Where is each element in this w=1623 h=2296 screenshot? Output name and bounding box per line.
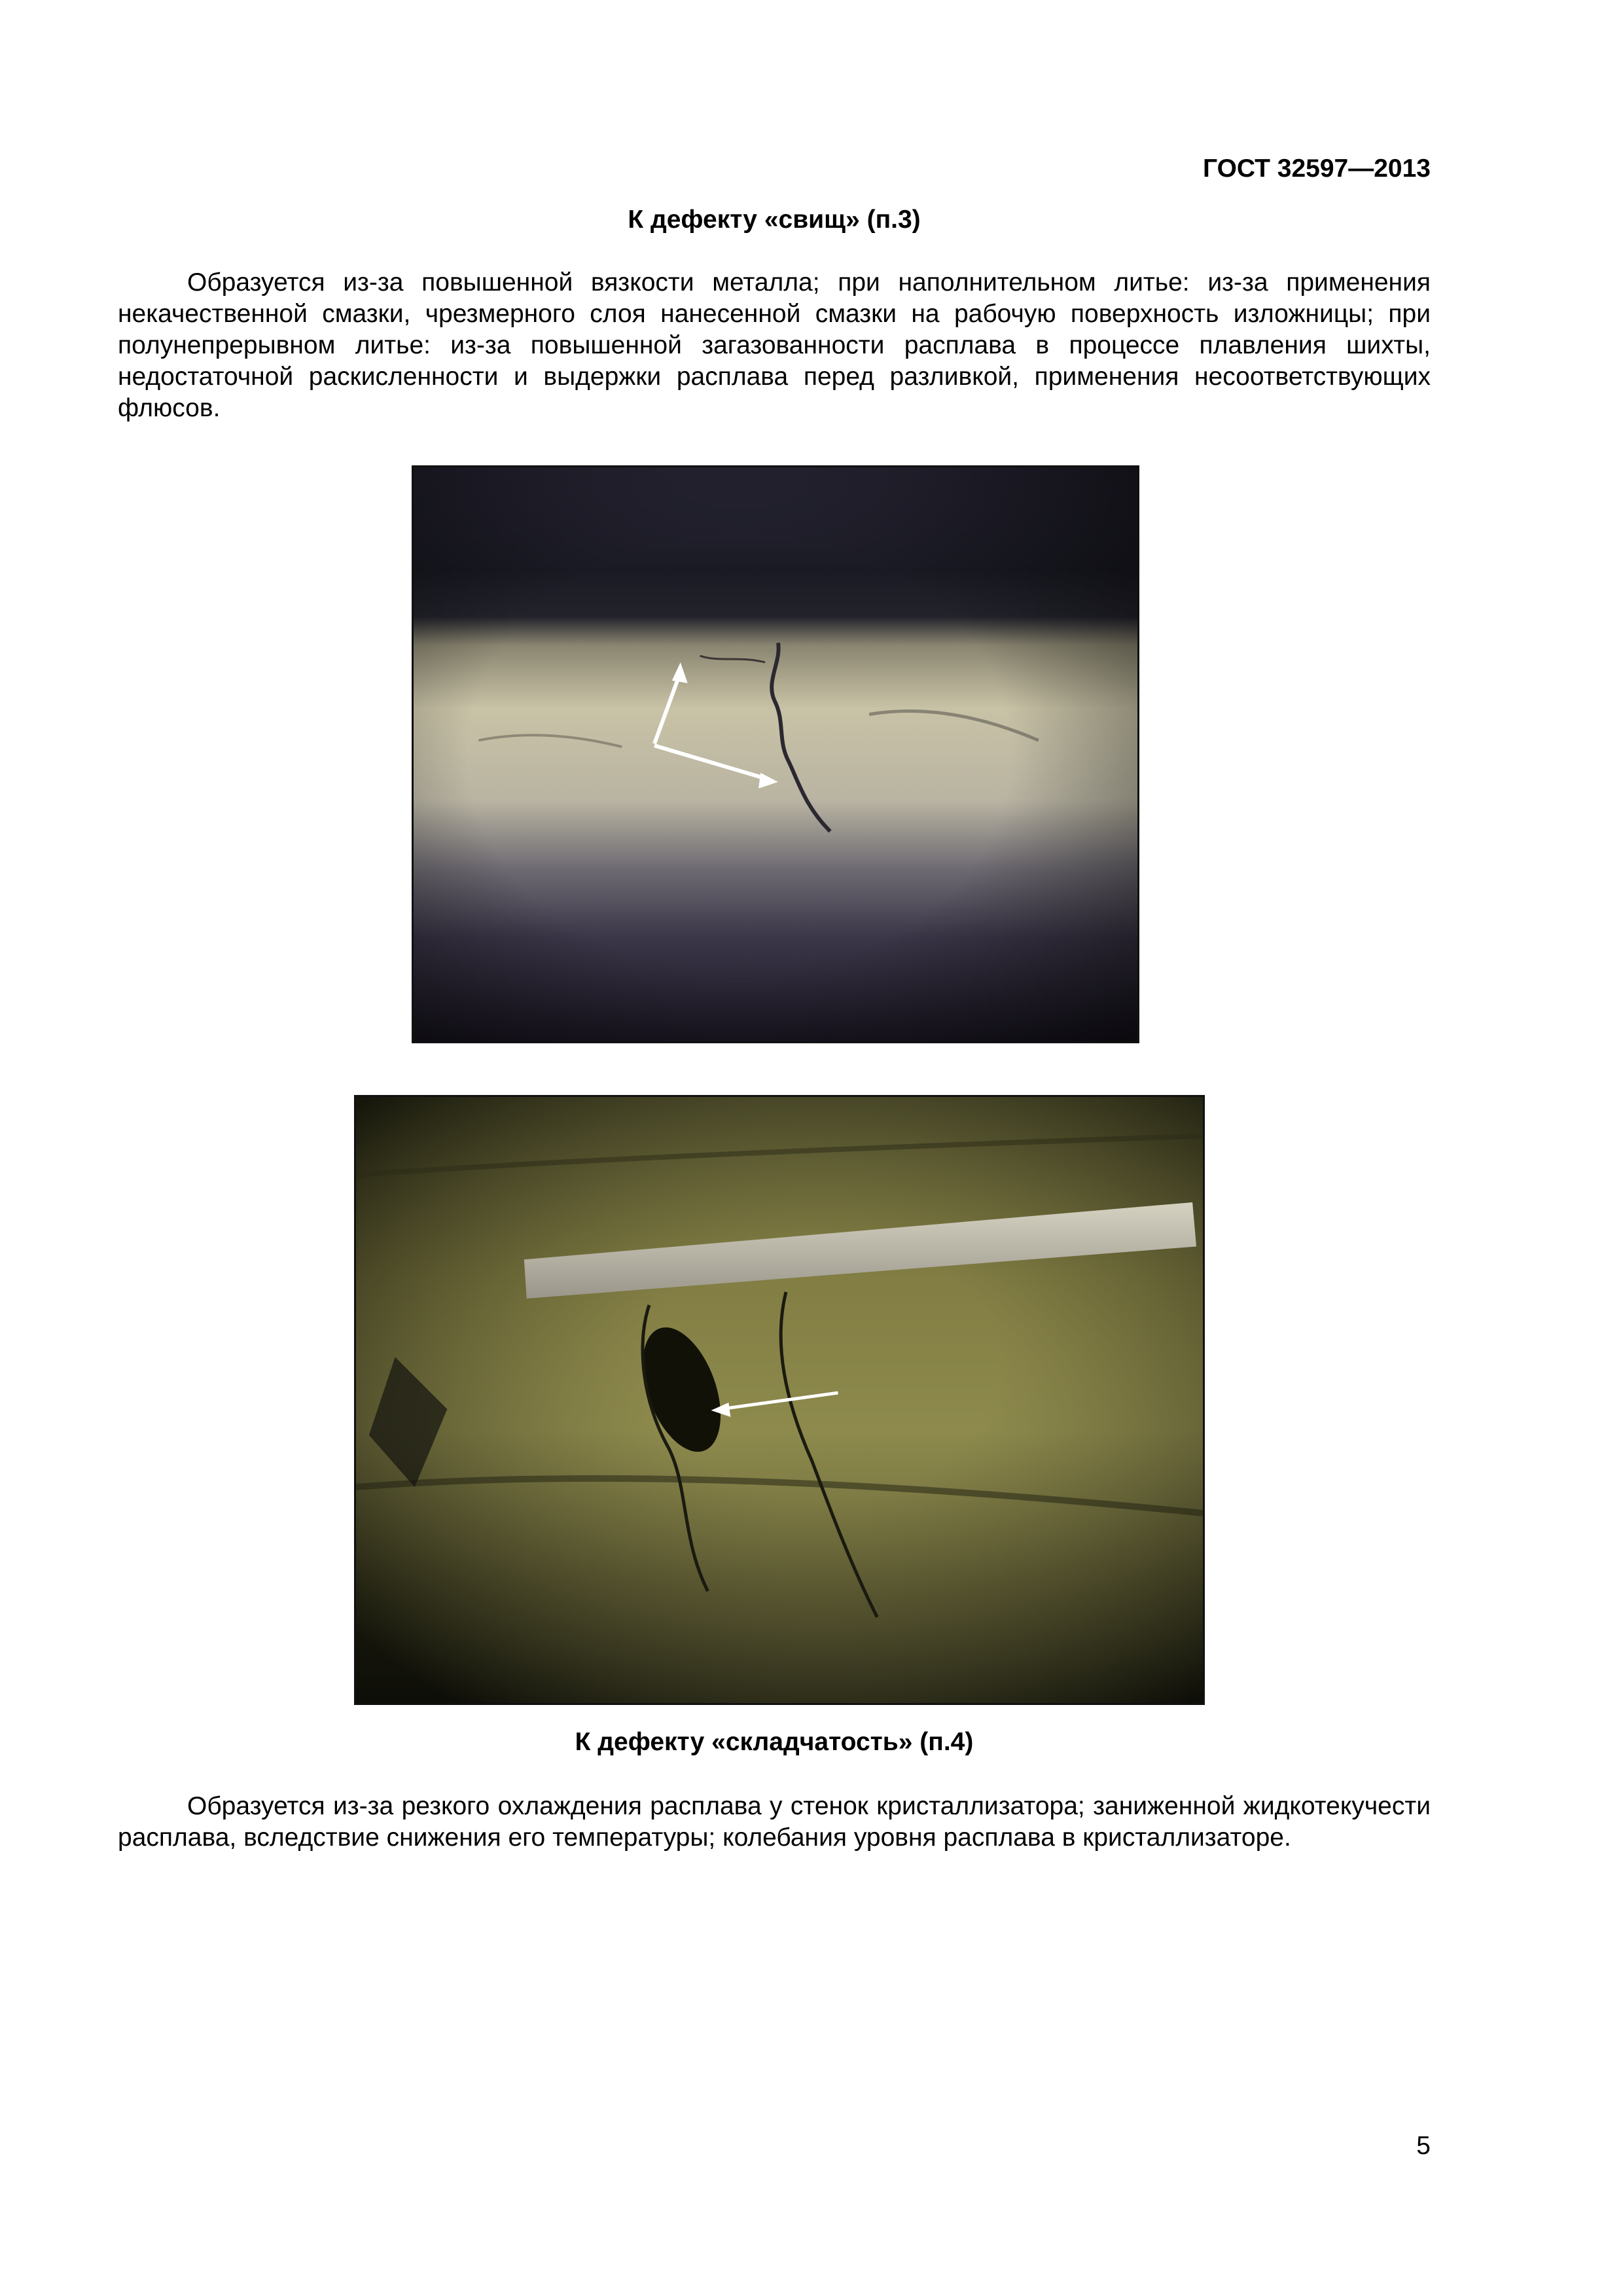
section-caption-fistula: К дефекту «свищ» (п.3) xyxy=(628,206,921,234)
document-standard-number: ГОСТ 32597—2013 xyxy=(1203,154,1431,183)
folding-defect-photo xyxy=(354,1095,1205,1705)
section-caption-folding: К дефекту «складчатость» (п.4) xyxy=(575,1728,974,1756)
section-text-fistula: Образуется из-за повышенной вязкости металла; при наполнительном литье: из-за применения некачественной смазки, чрезмерного слоя нанесенной смазки на рабочую поверхность изложницы; при полунепрерывном литье: из-за повышенной загазованности расплава в процессе плавления шихты, недостаточной раскисленности и выдержки расплава перед разливкой, применения несоответствующих флюсов. xyxy=(118,268,1431,422)
page-number: 5 xyxy=(1416,2132,1431,2160)
fistula-defect-photo xyxy=(412,465,1139,1043)
section-text-folding: Образуется из-за резкого охлаждения расплава у стенок кристаллизатора; заниженной жидкотекучести расплава, вследствие снижения его температуры; колебания уровня расплава в кристаллизаторе. xyxy=(118,1792,1431,1852)
